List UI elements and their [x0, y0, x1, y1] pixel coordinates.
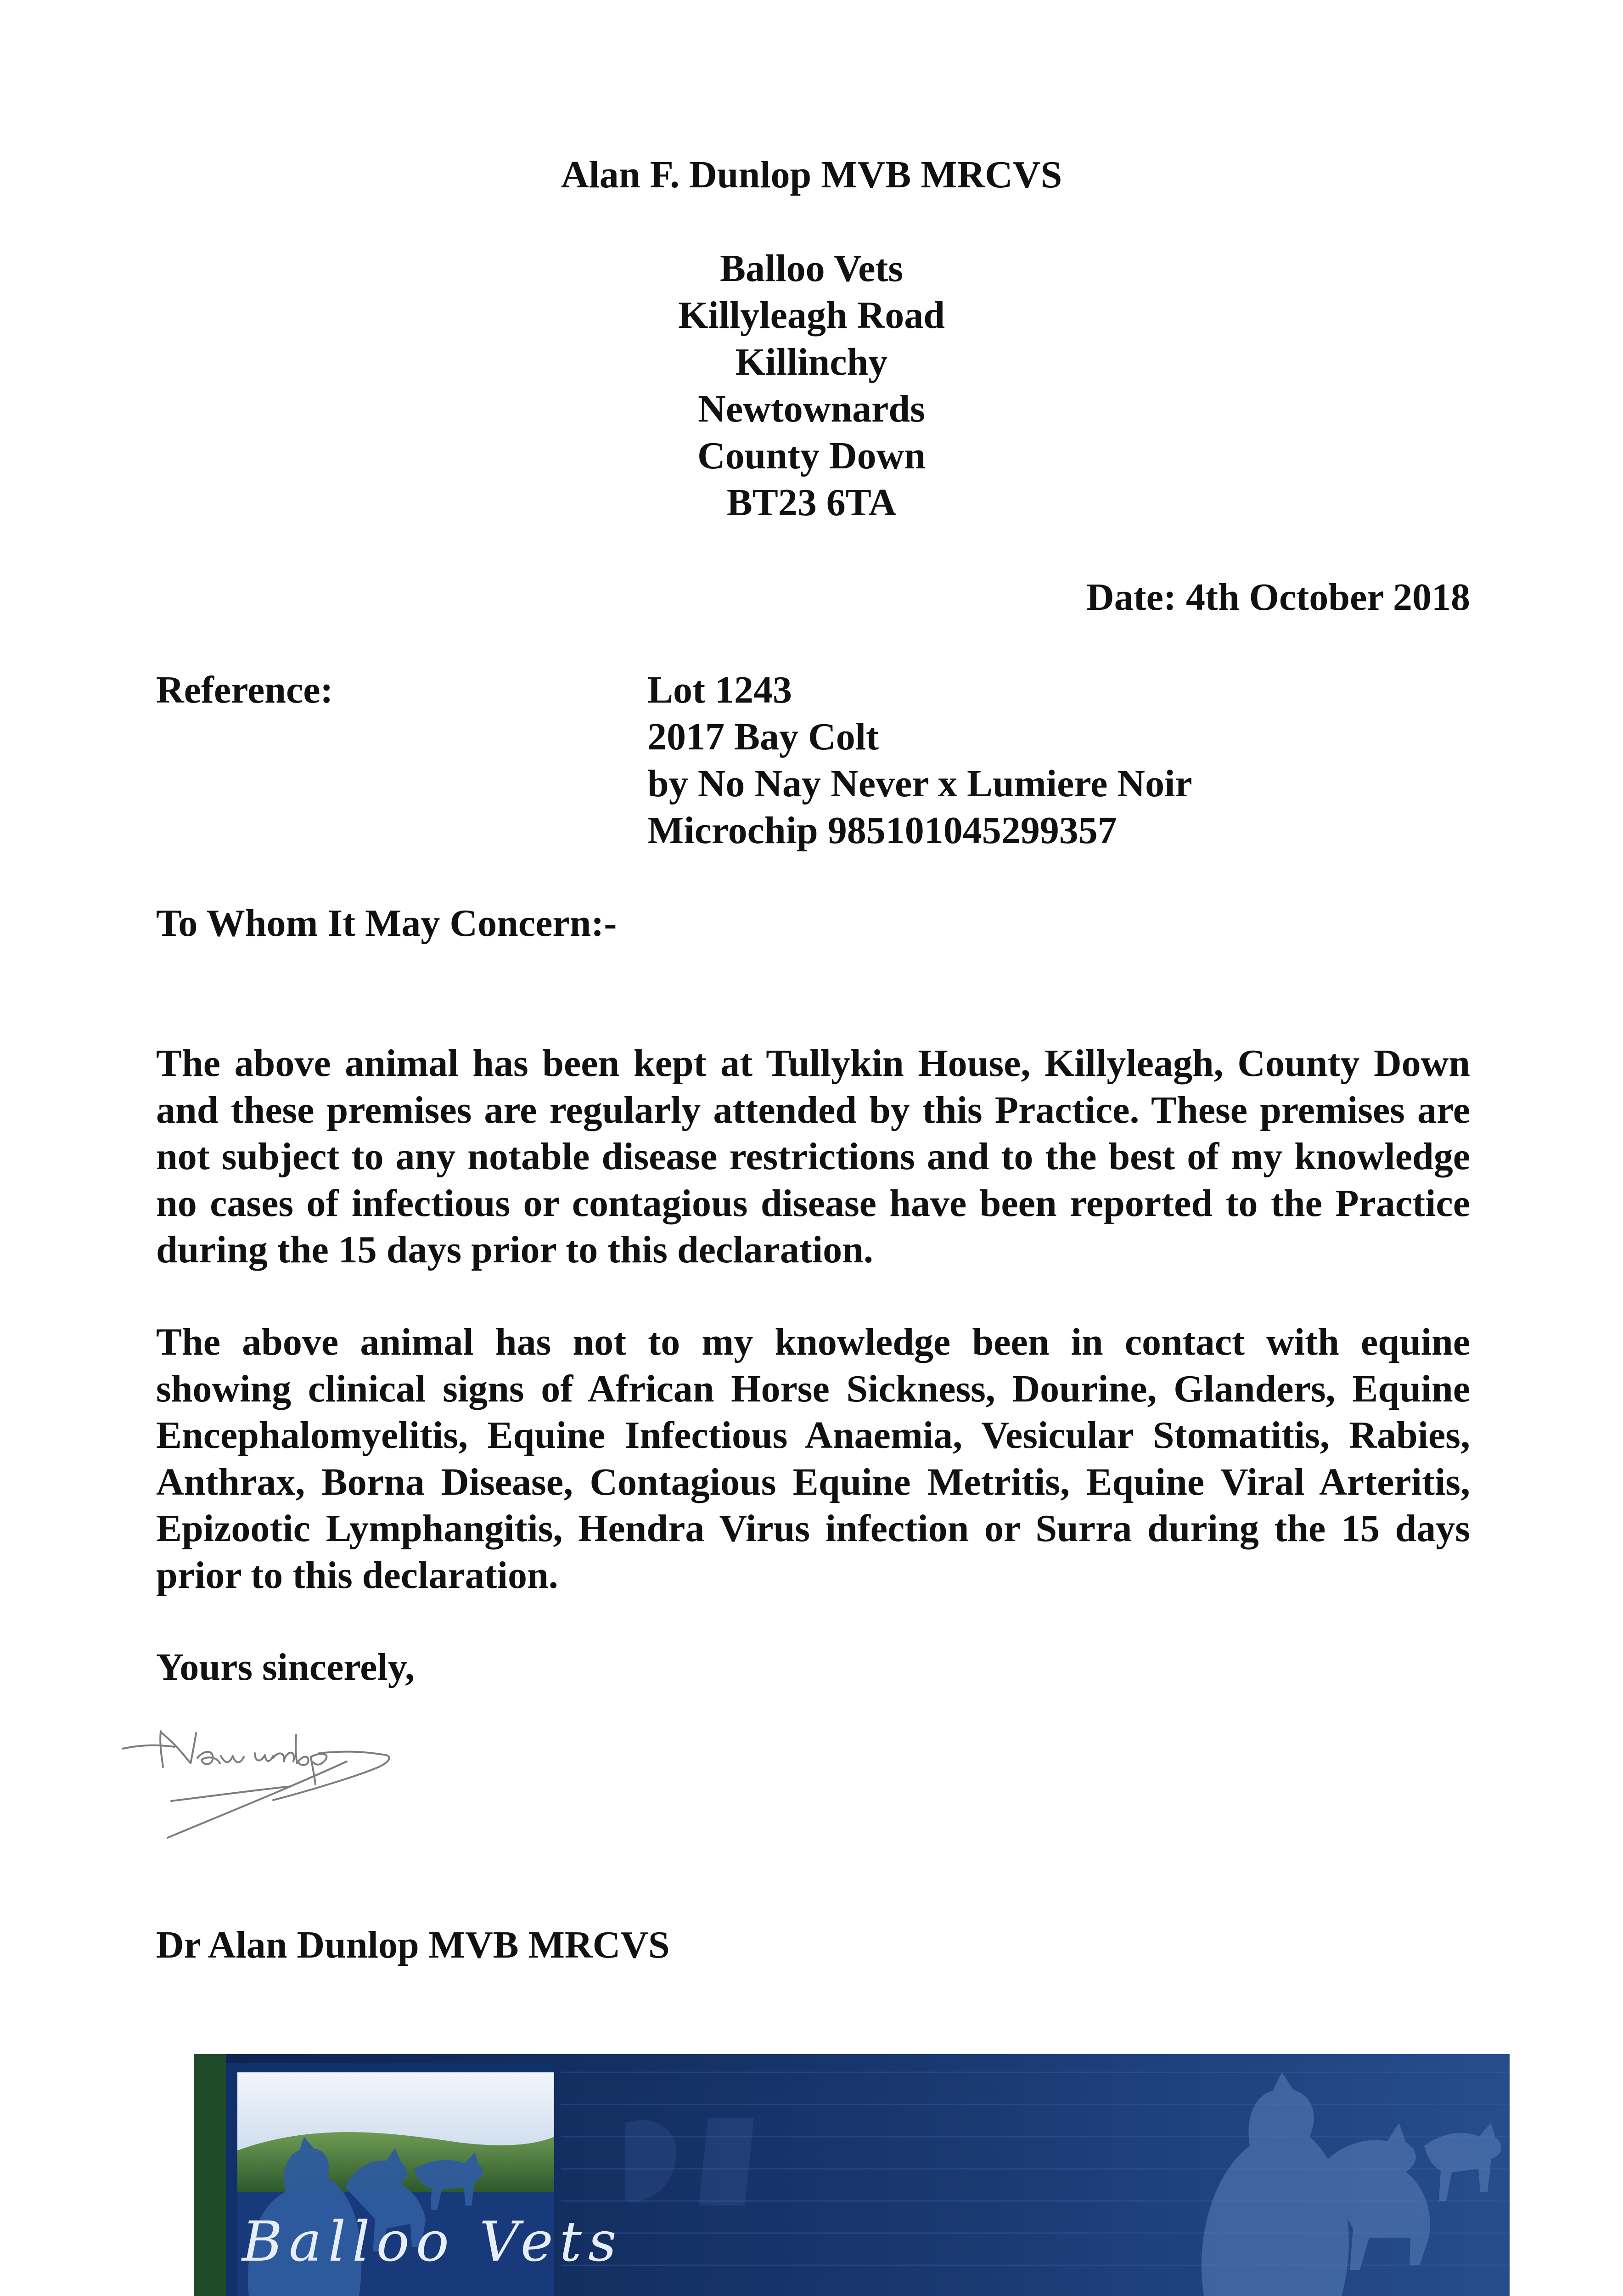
reference-line: Lot 1243: [647, 669, 792, 711]
vet-name: Alan F. Dunlop MVB MRCVS: [561, 153, 1062, 196]
address-line: Killyleagh Road: [678, 294, 945, 337]
reference-line: by No Nay Never x Lumiere Noir: [647, 762, 1192, 805]
address-line: Newtownards: [698, 388, 925, 430]
reference-details: [647, 667, 1192, 854]
reference-label: Reference:: [156, 669, 333, 711]
reference-line: 2017 Bay Colt: [647, 715, 879, 758]
footer-banner: [194, 2054, 1510, 2296]
address-line: BT23 6TA: [726, 481, 897, 524]
banner-logo-text: Balloo Vets: [242, 2210, 623, 2274]
letterhead: [0, 152, 1623, 526]
body-paragraph: The above animal has not to my knowledge been in contact with equine showing clinical signs of African Horse Sickness, Dourine, Glanders, Equine Encephalomyelitis, Equine Infectious Anaemia, Vesicular Stomatitis, Rabies, Anthrax, Borna Disease, Contagious Equine Metritis, Equine Viral Arteritis, Epizootic Lymphangitis, Hendra Virus infection or Surra during the 15 days prior to this declaration.: [156, 1321, 1470, 1597]
letter-date: Date: 4th October 2018: [1086, 576, 1470, 619]
reference-line: Microchip 985101045299357: [647, 809, 1117, 852]
closing: Yours sincerely,: [156, 1646, 415, 1688]
handwritten-signature: [117, 1717, 411, 1855]
salutation: To Whom It May Concern:-: [156, 902, 617, 945]
signatory-name: Dr Alan Dunlop MVB MRCVS: [156, 1924, 670, 1966]
address-line: Killinchy: [735, 341, 888, 383]
address-line: Balloo Vets: [719, 247, 904, 290]
body-paragraph: The above animal has been kept at Tullykin House, Killyleagh, County Down and these premises are regularly attended by this Practice. These premises are not subject to any notable disease restrictions and to the best of my knowledge no cases of infectious or contagious disease have been reported to the Practice during the 15 days prior to this declaration.: [156, 1042, 1470, 1271]
address-line: County Down: [697, 434, 926, 477]
